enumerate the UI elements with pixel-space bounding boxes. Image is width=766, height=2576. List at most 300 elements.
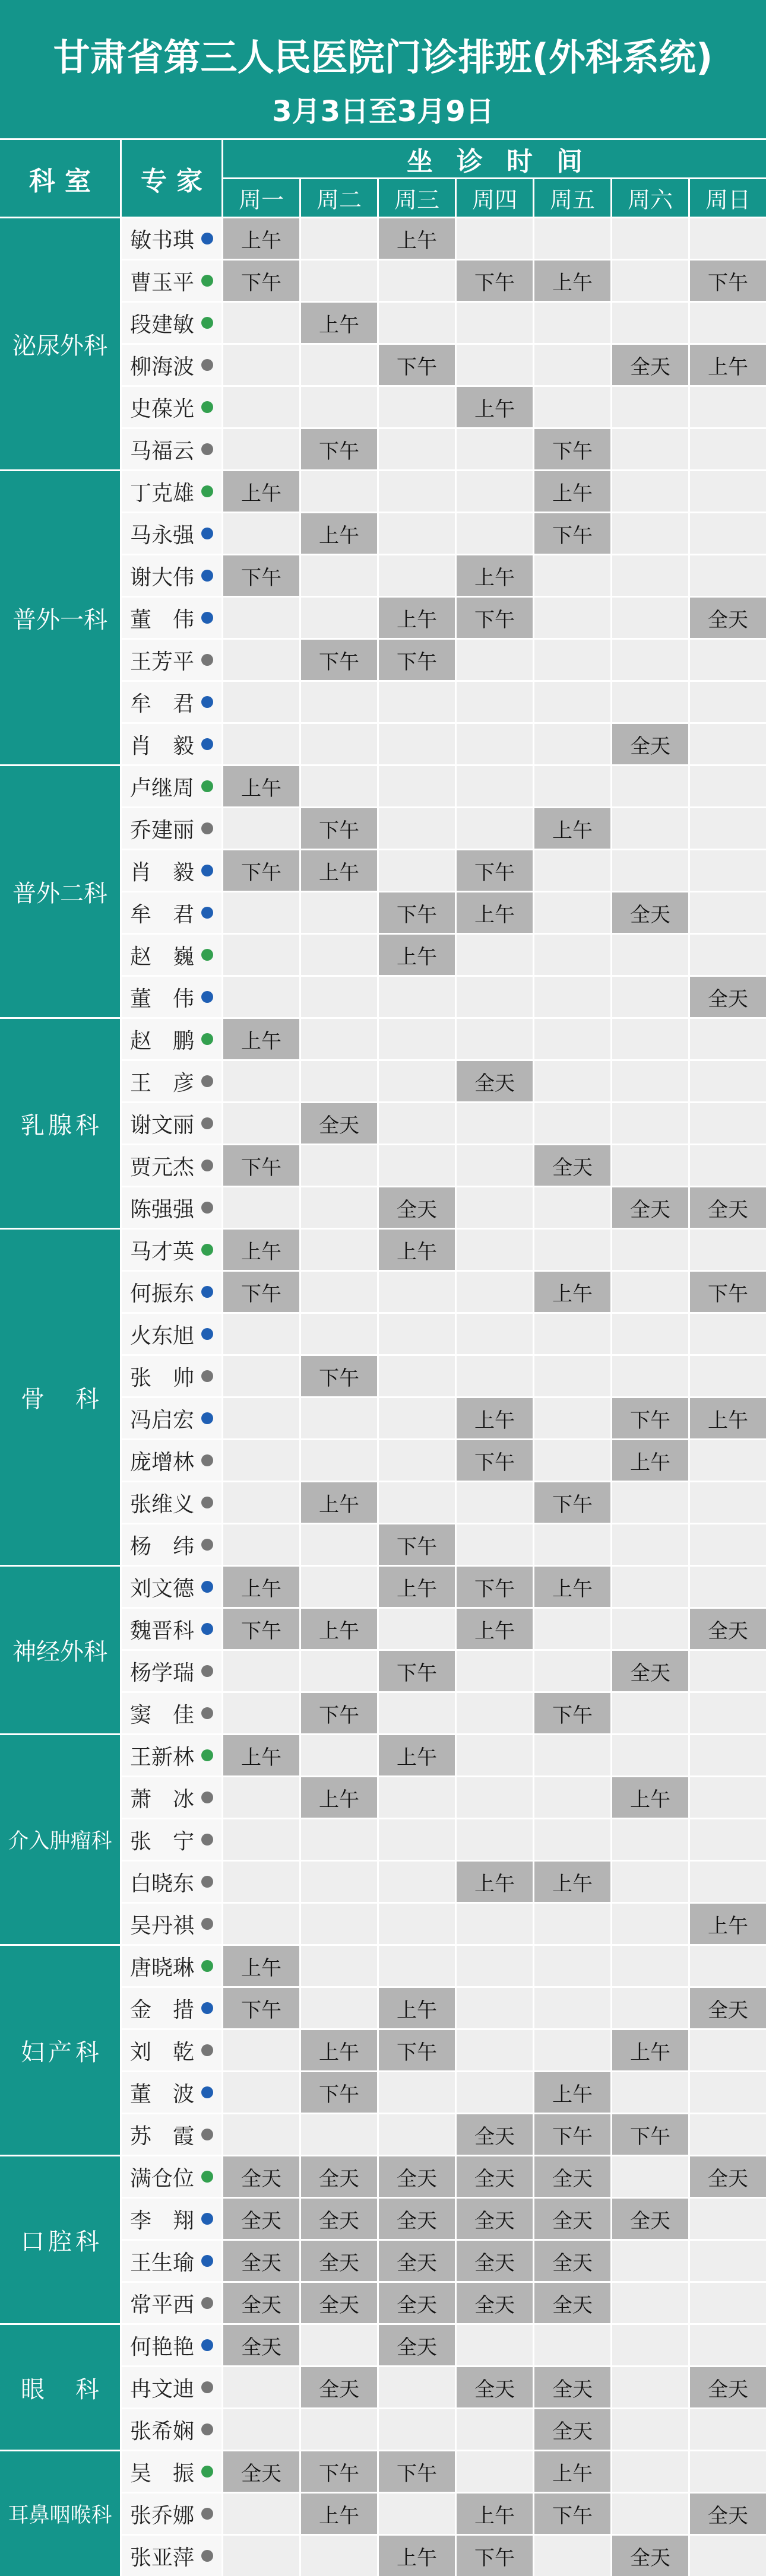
doctor-cell xyxy=(122,2494,221,2534)
doctor-cell xyxy=(122,1651,221,1691)
schedule-cell: 下午 xyxy=(301,1693,377,1733)
schedule-cell: 上午 xyxy=(457,555,533,596)
schedule-cell: 全天 xyxy=(223,2241,299,2281)
doctor-name: 陈强强 xyxy=(130,1197,195,1222)
doctor-cell xyxy=(122,1946,221,1986)
schedule-cell: 全天 xyxy=(690,1187,766,1228)
schedule-cell xyxy=(379,1145,455,1186)
schedule-cell xyxy=(690,2072,766,2113)
department-label: 乳腺科 xyxy=(0,1019,120,1228)
schedule-cell xyxy=(690,892,766,933)
schedule-cell: 下午 xyxy=(457,1440,533,1481)
schedule-cell xyxy=(457,808,533,849)
doctor-name: 王新林 xyxy=(130,1745,195,1770)
schedule-cell: 上午 xyxy=(223,1735,299,1775)
schedule-cell xyxy=(457,345,533,385)
schedule-cell xyxy=(534,1988,610,2028)
schedule-cell xyxy=(457,640,533,680)
schedule-cell: 全天 xyxy=(379,2241,455,2281)
schedule-cell xyxy=(223,513,299,554)
schedule-cell xyxy=(457,1988,533,2028)
schedule-cell xyxy=(612,2156,688,2197)
schedule-cell: 上午 xyxy=(690,1398,766,1438)
schedule-cell: 全天 xyxy=(457,2114,533,2155)
schedule-cell: 全天 xyxy=(301,2283,377,2323)
schedule-cell: 下午 xyxy=(457,598,533,638)
schedule-cell xyxy=(223,1440,299,1481)
schedule-cell: 上午 xyxy=(534,1567,610,1607)
schedule-cell xyxy=(612,387,688,427)
doctor-cell xyxy=(122,1862,221,1902)
department-label: 眼 科 xyxy=(0,2325,120,2450)
schedule-cell: 上午 xyxy=(379,1988,455,2028)
schedule-cell xyxy=(379,1693,455,1733)
schedule-cell xyxy=(612,1061,688,1101)
schedule-cell xyxy=(612,471,688,512)
schedule-cell: 下午 xyxy=(379,892,455,933)
doctor-name: 马福云 xyxy=(130,439,195,463)
status-dot-icon xyxy=(201,1539,213,1551)
schedule-cell xyxy=(223,2072,299,2113)
doctor-name: 火东旭 xyxy=(130,1323,195,1348)
status-dot-icon xyxy=(201,1960,213,1972)
schedule-cell xyxy=(223,1103,299,1144)
schedule-cell xyxy=(690,2536,766,2576)
doctor-name: 冉文迪 xyxy=(130,2377,195,2402)
schedule-cell xyxy=(534,1314,610,1354)
schedule-cell xyxy=(690,1145,766,1186)
schedule-cell xyxy=(534,598,610,638)
status-dot-icon xyxy=(201,2339,213,2351)
schedule-cell xyxy=(612,1019,688,1059)
schedule-cell xyxy=(301,1314,377,1354)
schedule-cell xyxy=(379,261,455,301)
schedule-cell: 下午 xyxy=(223,1988,299,2028)
schedule-cell xyxy=(457,429,533,469)
schedule-cell xyxy=(457,724,533,764)
doctor-cell xyxy=(122,1609,221,1649)
schedule-cell xyxy=(223,429,299,469)
doctor-name: 刘文德 xyxy=(130,1576,195,1601)
schedule-cell xyxy=(690,1314,766,1354)
schedule-cell xyxy=(534,303,610,343)
status-dot-icon xyxy=(201,2213,213,2225)
schedule-cell xyxy=(690,1061,766,1101)
schedule-cell xyxy=(612,1609,688,1649)
schedule-cell xyxy=(534,1398,610,1438)
schedule-cell: 下午 xyxy=(223,850,299,891)
schedule-cell: 全天 xyxy=(379,2283,455,2323)
doctor-name: 白晓东 xyxy=(130,1871,195,1896)
schedule-cell xyxy=(690,513,766,554)
doctor-name: 马才英 xyxy=(130,1239,195,1264)
doctor-cell xyxy=(122,2072,221,2113)
doctor-cell xyxy=(122,1482,221,1523)
schedule-cell xyxy=(534,682,610,722)
doctor-name: 杨学瑞 xyxy=(130,1660,195,1685)
schedule-cell xyxy=(534,1946,610,1986)
schedule-cell xyxy=(379,1440,455,1481)
schedule-cell xyxy=(612,1356,688,1396)
doctor-name: 萧 冰 xyxy=(130,1787,195,1812)
schedule-cell xyxy=(534,555,610,596)
doctor-name: 唐晓琳 xyxy=(130,1955,195,1980)
schedule-cell xyxy=(457,1187,533,1228)
department-label: 普外二科 xyxy=(0,766,120,1017)
status-dot-icon xyxy=(201,1665,213,1677)
doctor-cell xyxy=(122,303,221,343)
status-dot-icon xyxy=(201,317,213,329)
schedule-cell xyxy=(612,1819,688,1860)
doctor-name: 王 彦 xyxy=(130,1071,195,1095)
schedule-cell: 上午 xyxy=(379,1567,455,1607)
doctor-cell xyxy=(122,2283,221,2323)
schedule-cell xyxy=(457,513,533,554)
schedule-cell: 上午 xyxy=(379,1230,455,1270)
doctor-name: 杨 纬 xyxy=(130,1534,195,1559)
status-dot-icon xyxy=(201,738,213,750)
schedule-cell: 下午 xyxy=(223,1609,299,1649)
schedule-cell: 全天 xyxy=(379,1187,455,1228)
schedule-cell xyxy=(301,387,377,427)
schedule-cell xyxy=(223,1524,299,1565)
schedule-cell xyxy=(457,1819,533,1860)
status-dot-icon xyxy=(201,1412,213,1424)
status-dot-icon xyxy=(201,570,213,582)
schedule-cell xyxy=(534,1103,610,1144)
schedule-cell xyxy=(612,513,688,554)
schedule-cell: 上午 xyxy=(301,513,377,554)
schedule-cell: 下午 xyxy=(301,2451,377,2492)
schedule-cell xyxy=(457,303,533,343)
schedule-cell: 下午 xyxy=(379,345,455,385)
status-dot-icon xyxy=(201,2002,213,2014)
schedule-cell xyxy=(301,1145,377,1186)
schedule-cell xyxy=(534,935,610,975)
status-dot-icon xyxy=(201,1792,213,1803)
doctor-name: 马永强 xyxy=(130,523,195,548)
schedule-cell xyxy=(223,345,299,385)
schedule-cell xyxy=(534,892,610,933)
schedule-cell xyxy=(379,1356,455,1396)
schedule-cell: 全天 xyxy=(690,2367,766,2407)
doctor-cell xyxy=(122,2536,221,2576)
schedule-cell xyxy=(301,345,377,385)
schedule-cell xyxy=(534,1904,610,1944)
schedule-cell xyxy=(612,218,688,259)
schedule-cell xyxy=(379,1946,455,1986)
schedule-cell xyxy=(301,261,377,301)
schedule-cell: 上午 xyxy=(534,2451,610,2492)
doctor-name: 吴丹祺 xyxy=(130,1913,195,1938)
schedule-cell xyxy=(534,1440,610,1481)
schedule-cell: 上午 xyxy=(223,1230,299,1270)
schedule-cell xyxy=(223,2494,299,2534)
schedule-cell: 上午 xyxy=(612,1777,688,1818)
schedule-cell: 全天 xyxy=(612,1187,688,1228)
doctor-name: 丁克雄 xyxy=(130,481,195,506)
doctor-cell xyxy=(122,1904,221,1944)
schedule-cell: 下午 xyxy=(301,808,377,849)
schedule-cell xyxy=(457,2030,533,2070)
schedule-cell: 全天 xyxy=(534,2156,610,2197)
status-dot-icon xyxy=(201,1202,213,1214)
header-day: 周五 xyxy=(534,179,610,217)
schedule-cell xyxy=(690,429,766,469)
schedule-cell xyxy=(612,935,688,975)
schedule-cell: 上午 xyxy=(223,471,299,512)
status-dot-icon xyxy=(201,1328,213,1340)
schedule-cell xyxy=(612,977,688,1017)
status-dot-icon xyxy=(201,822,213,834)
schedule-cell xyxy=(457,2451,533,2492)
doctor-cell xyxy=(122,892,221,933)
schedule-cell xyxy=(612,682,688,722)
schedule-cell xyxy=(690,1946,766,1986)
schedule-cell xyxy=(379,2072,455,2113)
schedule-cell xyxy=(301,977,377,1017)
schedule-cell xyxy=(690,1819,766,1860)
schedule-cell xyxy=(223,1187,299,1228)
schedule-cell xyxy=(457,682,533,722)
schedule-cell: 下午 xyxy=(612,1398,688,1438)
schedule-cell: 下午 xyxy=(379,1524,455,1565)
doctor-cell xyxy=(122,1061,221,1101)
schedule-cell xyxy=(301,1567,377,1607)
schedule-cell: 全天 xyxy=(223,2325,299,2365)
doctor-name: 冯启宏 xyxy=(130,1408,195,1432)
schedule-cell xyxy=(301,1862,377,1902)
doctor-cell xyxy=(122,2114,221,2155)
schedule-cell: 下午 xyxy=(379,640,455,680)
doctor-cell xyxy=(122,2451,221,2492)
status-dot-icon xyxy=(201,907,213,919)
schedule-cell: 全天 xyxy=(690,2494,766,2534)
schedule-cell xyxy=(301,724,377,764)
schedule-cell xyxy=(379,1904,455,1944)
status-dot-icon xyxy=(201,1876,213,1888)
doctor-cell xyxy=(122,1272,221,1312)
schedule-cell: 上午 xyxy=(534,2072,610,2113)
schedule-cell xyxy=(223,2114,299,2155)
schedule-cell xyxy=(457,218,533,259)
schedule-cell: 上午 xyxy=(223,1019,299,1059)
doctor-cell xyxy=(122,1735,221,1775)
schedule-cell xyxy=(690,471,766,512)
doctor-cell xyxy=(122,1567,221,1607)
schedule-cell: 下午 xyxy=(223,1145,299,1186)
doctor-name: 董 伟 xyxy=(130,986,195,1011)
schedule-cell xyxy=(379,2114,455,2155)
schedule-cell xyxy=(457,1230,533,1270)
schedule-cell: 下午 xyxy=(457,2536,533,2576)
schedule-cell: 下午 xyxy=(379,1651,455,1691)
schedule-cell: 全天 xyxy=(612,345,688,385)
schedule-cell xyxy=(379,1061,455,1101)
schedule-cell xyxy=(457,1735,533,1775)
schedule-cell: 全天 xyxy=(379,2325,455,2365)
status-dot-icon xyxy=(201,528,213,539)
doctor-name: 贾元杰 xyxy=(130,1155,195,1180)
schedule-cell xyxy=(690,682,766,722)
doctor-cell xyxy=(122,850,221,891)
schedule-cell: 全天 xyxy=(223,2199,299,2239)
schedule-cell xyxy=(379,766,455,806)
schedule-cell: 全天 xyxy=(457,2241,533,2281)
schedule-cell xyxy=(457,1103,533,1144)
schedule-cell: 全天 xyxy=(534,2367,610,2407)
schedule-cell xyxy=(379,1272,455,1312)
doctor-name: 段建敏 xyxy=(130,312,195,337)
status-dot-icon xyxy=(201,2171,213,2183)
doctor-cell xyxy=(122,1187,221,1228)
schedule-cell xyxy=(534,1735,610,1775)
doctor-cell xyxy=(122,2156,221,2197)
schedule-cell: 全天 xyxy=(534,1145,610,1186)
schedule-cell: 全天 xyxy=(223,2451,299,2492)
schedule-cell: 下午 xyxy=(379,2451,455,2492)
department-label: 普外一科 xyxy=(0,471,120,764)
status-dot-icon xyxy=(201,359,213,371)
schedule-cell xyxy=(379,850,455,891)
schedule-cell xyxy=(301,1230,377,1270)
schedule-cell: 上午 xyxy=(457,1609,533,1649)
schedule-cell xyxy=(690,2325,766,2365)
schedule-cell xyxy=(612,1103,688,1144)
status-dot-icon xyxy=(201,1286,213,1298)
schedule-cell xyxy=(534,640,610,680)
doctor-cell xyxy=(122,1819,221,1860)
schedule-cell xyxy=(690,2030,766,2070)
schedule-cell xyxy=(379,1609,455,1649)
status-dot-icon xyxy=(201,2550,213,2562)
department-label: 口腔科 xyxy=(0,2156,120,2323)
schedule-cell xyxy=(379,1482,455,1523)
schedule-cell xyxy=(534,1651,610,1691)
status-dot-icon xyxy=(201,654,213,666)
doctor-cell xyxy=(122,513,221,554)
doctor-name: 张维义 xyxy=(130,1492,195,1517)
schedule-cell: 上午 xyxy=(534,471,610,512)
status-dot-icon xyxy=(201,780,213,792)
schedule-cell: 上午 xyxy=(534,1272,610,1312)
schedule-cell xyxy=(379,1819,455,1860)
schedule-cell xyxy=(223,977,299,1017)
schedule-table xyxy=(0,138,766,2576)
schedule-cell: 上午 xyxy=(301,303,377,343)
doctor-cell xyxy=(122,1230,221,1270)
status-dot-icon xyxy=(201,1160,213,1171)
schedule-cell xyxy=(379,471,455,512)
doctor-name: 赵 鹏 xyxy=(130,1028,195,1053)
schedule-cell: 下午 xyxy=(534,2494,610,2534)
schedule-cell xyxy=(301,766,377,806)
doctor-cell xyxy=(122,1440,221,1481)
schedule-cell xyxy=(612,808,688,849)
schedule-cell xyxy=(301,1651,377,1691)
status-dot-icon xyxy=(201,696,213,708)
schedule-cell: 全天 xyxy=(457,1061,533,1101)
status-dot-icon xyxy=(201,2381,213,2393)
date-range: 3月3日至3月9日 xyxy=(272,95,494,128)
schedule-cell xyxy=(534,1019,610,1059)
schedule-cell: 全天 xyxy=(301,1103,377,1144)
doctor-name: 魏晋科 xyxy=(130,1618,195,1643)
schedule-cell: 全天 xyxy=(690,598,766,638)
schedule-cell xyxy=(612,1735,688,1775)
doctor-cell xyxy=(122,1693,221,1733)
department-label: 骨 科 xyxy=(0,1230,120,1565)
doctor-cell xyxy=(122,1988,221,2028)
schedule-cell xyxy=(612,1862,688,1902)
schedule-cell xyxy=(379,682,455,722)
schedule-cell xyxy=(690,808,766,849)
schedule-cell: 下午 xyxy=(534,1482,610,1523)
doctor-cell xyxy=(122,2030,221,2070)
schedule-cell xyxy=(534,850,610,891)
schedule-cell xyxy=(690,1103,766,1144)
status-dot-icon xyxy=(201,401,213,413)
doctor-cell xyxy=(122,1019,221,1059)
schedule-cell: 上午 xyxy=(379,598,455,638)
schedule-cell xyxy=(301,2114,377,2155)
status-dot-icon xyxy=(201,1033,213,1045)
schedule-cell xyxy=(223,1819,299,1860)
status-dot-icon xyxy=(201,233,213,244)
doctor-name: 何振东 xyxy=(130,1281,195,1306)
doctor-cell xyxy=(122,1398,221,1438)
schedule-cell xyxy=(223,935,299,975)
schedule-cell: 全天 xyxy=(612,2536,688,2576)
schedule-cell xyxy=(690,2283,766,2323)
schedule-cell xyxy=(612,2409,688,2450)
doctor-name: 刘 乾 xyxy=(130,2040,195,2064)
schedule-cell xyxy=(301,2536,377,2576)
schedule-cell xyxy=(301,1398,377,1438)
schedule-cell xyxy=(301,1187,377,1228)
schedule-cell xyxy=(612,850,688,891)
schedule-cell: 上午 xyxy=(534,808,610,849)
schedule-cell xyxy=(690,2409,766,2450)
schedule-cell xyxy=(534,1819,610,1860)
schedule-cell xyxy=(301,1988,377,2028)
schedule-cell xyxy=(457,2409,533,2450)
schedule-cell xyxy=(301,2325,377,2365)
schedule-cell xyxy=(379,1862,455,1902)
schedule-cell: 全天 xyxy=(534,2283,610,2323)
schedule-cell: 下午 xyxy=(690,261,766,301)
schedule-cell xyxy=(301,1272,377,1312)
schedule-cell xyxy=(223,724,299,764)
status-dot-icon xyxy=(201,2044,213,2056)
schedule-cell xyxy=(612,2072,688,2113)
schedule-cell xyxy=(379,808,455,849)
schedule-cell: 全天 xyxy=(301,2156,377,2197)
schedule-cell xyxy=(223,2030,299,2070)
schedule-cell xyxy=(612,1567,688,1607)
schedule-cell xyxy=(612,1904,688,1944)
doctor-name: 肖 毅 xyxy=(130,860,195,885)
schedule-cell xyxy=(301,935,377,975)
header-day: 周二 xyxy=(301,179,377,217)
schedule-cell xyxy=(534,2325,610,2365)
doctor-cell xyxy=(122,345,221,385)
schedule-cell xyxy=(690,935,766,975)
schedule-cell xyxy=(612,598,688,638)
doctor-cell xyxy=(122,977,221,1017)
status-dot-icon xyxy=(201,1749,213,1761)
department-label: 耳鼻咽喉科 xyxy=(0,2451,120,2576)
